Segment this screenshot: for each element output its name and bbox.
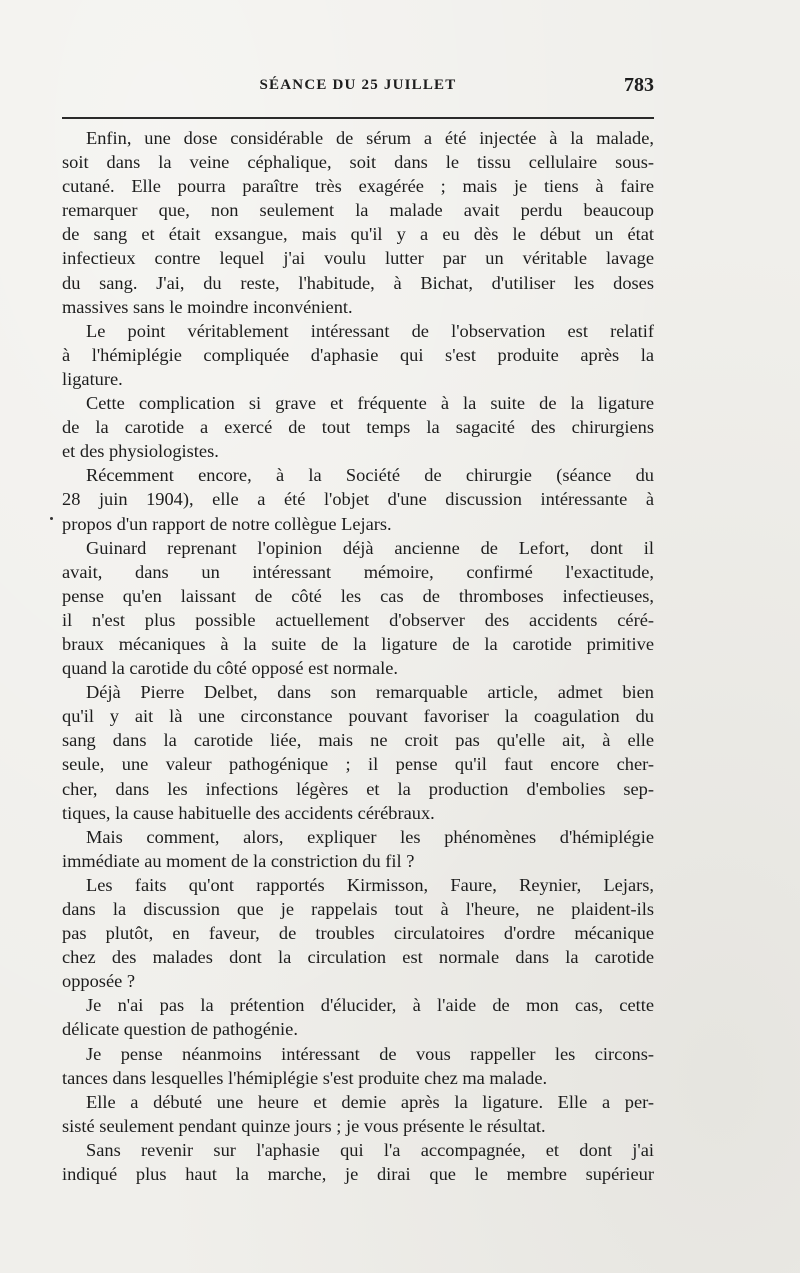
text-line: indiqué plus haut la marche, je dirai que le membre supérieur	[62, 1164, 654, 1185]
running-head: SÉANCE DU 25 JUILLET	[259, 77, 457, 93]
text-line: immédiate au moment de la constriction du fil ?	[62, 850, 415, 871]
text-line: délicate question de pathogénie.	[62, 1019, 298, 1040]
text-line: quand la carotide du côté opposé est normale.	[62, 658, 399, 679]
text-line: Le point véritablement intéressant de l'observation est relatif	[86, 320, 654, 341]
text-line: seule, une valeur pathogénique ; il pense qu'il faut encore cher-	[62, 754, 654, 775]
text-line: sang dans la carotide liée, mais ne croit pas qu'elle ait, à elle	[62, 730, 654, 751]
text-line: pas plutôt, en faveur, de troubles circulatoires d'ordre mécanique	[62, 923, 654, 944]
text-line: Je n'ai pas la prétention d'élucider, à l'aide de mon cas, cette	[86, 995, 654, 1016]
text-line: de la carotide a exercé de tout temps la sagacité des chirurgiens	[62, 417, 654, 438]
text-line: Sans revenir sur l'aphasie qui l'a accompagnée, et dont j'ai	[86, 1139, 654, 1160]
text-line: pense qu'en laissant de côté les cas de thromboses infectieuses,	[62, 585, 654, 606]
text-line: Les faits qu'ont rapportés Kirmisson, Faure, Reynier, Lejars,	[86, 874, 654, 895]
text-line: remarquer que, non seulement la malade avait perdu beaucoup	[62, 200, 654, 221]
text-line: Enfin, une dose considérable de sérum a été injectée à la malade,	[86, 128, 654, 148]
text-line: et des physiologistes.	[62, 441, 219, 462]
text-line: de sang et était exsangue, mais qu'il y a eu dès le début un état	[62, 224, 654, 245]
text-line: 28 juin 1904), elle a été l'objet d'une discussion intéressante à	[62, 489, 654, 510]
text-line: Guinard reprenant l'opinion déjà ancienne de Lefort, dont il	[86, 537, 654, 558]
text-line: Je pense néanmoins intéressant de vous rappeller les circons-	[86, 1043, 654, 1064]
text-line: opposée ?	[62, 971, 136, 992]
text-line: chez des malades dont la circulation est normale dans la carotide	[62, 947, 654, 968]
text-line: du sang. J'ai, du reste, l'habitude, à Bichat, d'utiliser les doses	[62, 272, 654, 293]
text-line: propos d'un rapport de notre collègue Lejars.	[62, 513, 392, 534]
page-header	[62, 74, 654, 101]
text-line: infectieux contre lequel j'ai voulu lutter par un véritable lavage	[62, 248, 654, 269]
text-line: cher, dans les infections légères et la production d'embolies sep-	[62, 778, 654, 799]
text-line: à l'hémiplégie compliquée d'aphasie qui s'est produite après la	[62, 344, 654, 365]
text-line: Déjà Pierre Delbet, dans son remarquable article, admet bien	[86, 682, 654, 703]
text-line: soit dans la veine céphalique, soit dans le tissu cellulaire sous-	[62, 152, 654, 173]
text-line: il n'est plus possible actuellement d'observer des accidents céré-	[62, 609, 654, 630]
header-rule	[62, 117, 654, 119]
text-line: qu'il y ait là une circonstance pouvant favoriser la coagulation du	[62, 706, 654, 727]
text-line: cutané. Elle pourra paraître très exagérée ; mais je tiens à faire	[62, 176, 654, 197]
margin-mark	[50, 517, 53, 520]
text-line: massives sans le moindre inconvénient.	[62, 296, 353, 317]
page-number: 783	[624, 74, 654, 96]
body-text	[62, 126, 654, 1186]
text-line: avait, dans un intéressant mémoire, confirmé l'exactitude,	[62, 561, 654, 582]
text-line: Cette complication si grave et fréquente à la suite de la ligature	[86, 393, 654, 414]
text-line: Mais comment, alors, expliquer les phénomènes d'hémiplégie	[86, 826, 654, 847]
text-line: tances dans lesquelles l'hémiplégie s'est produite chez ma malade.	[62, 1067, 548, 1088]
text-line: ligature.	[62, 368, 123, 389]
text-line: dans la discussion que je rappelais tout à l'heure, ne plaident-ils	[62, 899, 654, 919]
text-line: Elle a débuté une heure et demie après la ligature. Elle a per-	[86, 1091, 654, 1112]
text-line: Récemment encore, à la Société de chirurgie (séance du	[86, 465, 654, 486]
text-line: braux mécaniques à la suite de la ligature de la carotide primitive	[62, 633, 654, 654]
text-line: tiques, la cause habituelle des accidents cérébraux.	[62, 802, 435, 823]
text-line: sisté seulement pendant quinze jours ; je vous présente le résultat.	[62, 1115, 546, 1136]
